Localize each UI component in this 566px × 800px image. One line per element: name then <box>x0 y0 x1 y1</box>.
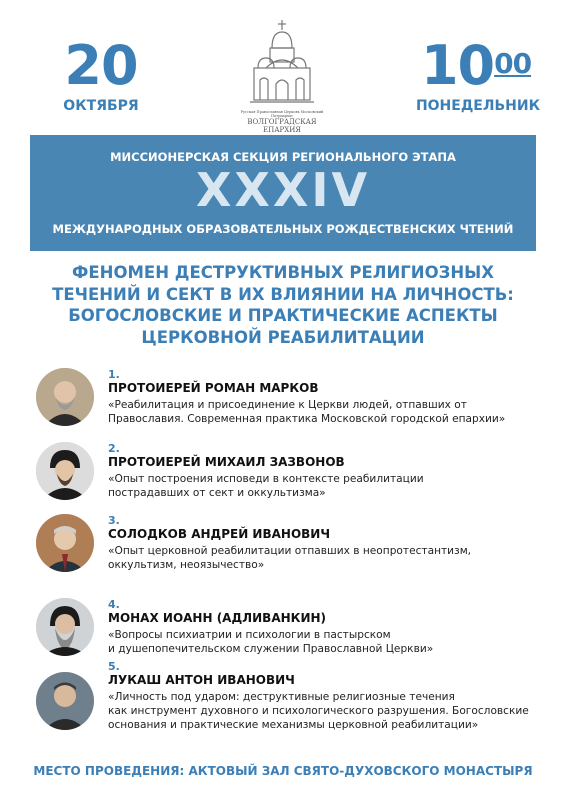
event-month: ОКТЯБРЯ <box>63 98 139 114</box>
event-weekday: ПОНЕДЕЛЬНИК <box>415 98 541 114</box>
person-icon <box>36 672 94 730</box>
speaker-number: 3. <box>108 514 120 527</box>
banner-top-text: МИССИОНЕРСКАЯ СЕКЦИЯ РЕГИОНАЛЬНОГО ЭТАПА <box>110 150 456 164</box>
speaker-photo-avatar <box>36 514 94 572</box>
topic-line: «Реабилитация и присоединение к Церкви людей, отпавших от <box>108 399 467 411</box>
speaker-name: ПРОТОИЕРЕЙ МИХАИЛ ЗАЗВОНОВ <box>108 455 345 469</box>
topic-line: «Личность под ударом: деструктивные религиозные течения <box>108 691 455 703</box>
speaker-item <box>36 598 546 668</box>
title-line-4: ЦЕРКОВНОЙ РЕАБИЛИТАЦИИ <box>141 327 425 347</box>
speaker-name: ПРОТОИЕРЕЙ РОМАН МАРКОВ <box>108 381 319 395</box>
title-line-3: БОГОСЛОВСКИЕ И ПРАКТИЧЕСКИЕ АСПЕКТЫ <box>68 306 498 325</box>
event-minutes: 00 <box>494 47 532 80</box>
logo-caption-small: Русская Православная Церковь Московский Патриархат <box>240 110 324 118</box>
topic-line: «Опыт построения исповеди в контексте реабилитации <box>108 473 424 485</box>
speaker-name: ЛУКАШ АНТОН ИВАНОВИЧ <box>108 673 295 687</box>
speaker-photo-avatar <box>36 368 94 426</box>
speaker-topic <box>108 472 548 500</box>
topic-line: пострадавших от сект и оккультизма» <box>108 487 326 499</box>
event-title <box>30 262 536 348</box>
topic-line: как инструмент духовного и психологического разрушения. Богословские <box>108 705 529 717</box>
logo-caption-line2: ЕПАРХИЯ <box>263 126 301 134</box>
speaker-item <box>36 368 546 438</box>
speaker-item <box>36 442 546 512</box>
topic-line: Православия. Современная практика Московской городской епархии» <box>108 413 506 425</box>
person-icon <box>36 598 94 656</box>
topic-line: «Опыт церковной реабилитации отпавших в неопротестантизм, <box>108 545 472 557</box>
speaker-number: 1. <box>108 368 120 381</box>
speaker-name: МОНАХ ИОАНН (АДЛИВАНКИН) <box>108 611 327 625</box>
person-icon <box>36 514 94 572</box>
title-line-2: ТЕЧЕНИЙ И СЕКТ В ИХ ВЛИЯНИИ НА ЛИЧНОСТЬ: <box>52 284 514 304</box>
speaker-topic <box>108 690 548 732</box>
speaker-photo-avatar <box>36 442 94 500</box>
title-line-1: ФЕНОМЕН ДЕСТРУКТИВНЫХ РЕЛИГИОЗНЫХ <box>72 263 494 282</box>
event-hour: 10 <box>420 34 495 97</box>
speaker-number: 5. <box>108 660 120 673</box>
speaker-photo-avatar <box>36 672 94 730</box>
speaker-photo-avatar <box>36 598 94 656</box>
speaker-item <box>36 514 546 584</box>
logo-caption <box>236 110 328 134</box>
speaker-number: 2. <box>108 442 120 455</box>
topic-line: основания и практические механизмы церковной реабилитации» <box>108 719 479 731</box>
person-icon <box>36 442 94 500</box>
person-icon <box>36 368 94 426</box>
logo-caption-line1: ВОЛГОГРАДСКАЯ <box>247 118 317 126</box>
speaker-topic <box>108 398 548 426</box>
topic-line: «Вопросы психиатрии и психологии в пастырском <box>108 629 391 641</box>
event-time <box>416 34 536 97</box>
speaker-number: 4. <box>108 598 120 611</box>
topic-line: оккультизм, неоязычество» <box>108 559 265 571</box>
speaker-topic <box>108 544 548 572</box>
speaker-name: СОЛОДКОВ АНДРЕЙ ИВАНОВИЧ <box>108 527 331 541</box>
banner-number: XXXIV <box>195 163 371 217</box>
speaker-item <box>36 660 546 730</box>
venue-text: МЕСТО ПРОВЕДЕНИЯ: АКТОВЫЙ ЗАЛ СВЯТО-ДУХОВСКОГО МОНАСТЫРЯ <box>33 764 533 778</box>
speaker-topic <box>108 628 548 656</box>
banner-bottom-text: МЕЖДУНАРОДНЫХ ОБРАЗОВАТЕЛЬНЫХ РОЖДЕСТВЕНСКИХ ЧТЕНИЙ <box>52 222 514 236</box>
event-day: 20 <box>64 34 138 97</box>
topic-line: и душепопечительском служении Православной Церкви» <box>108 643 434 655</box>
